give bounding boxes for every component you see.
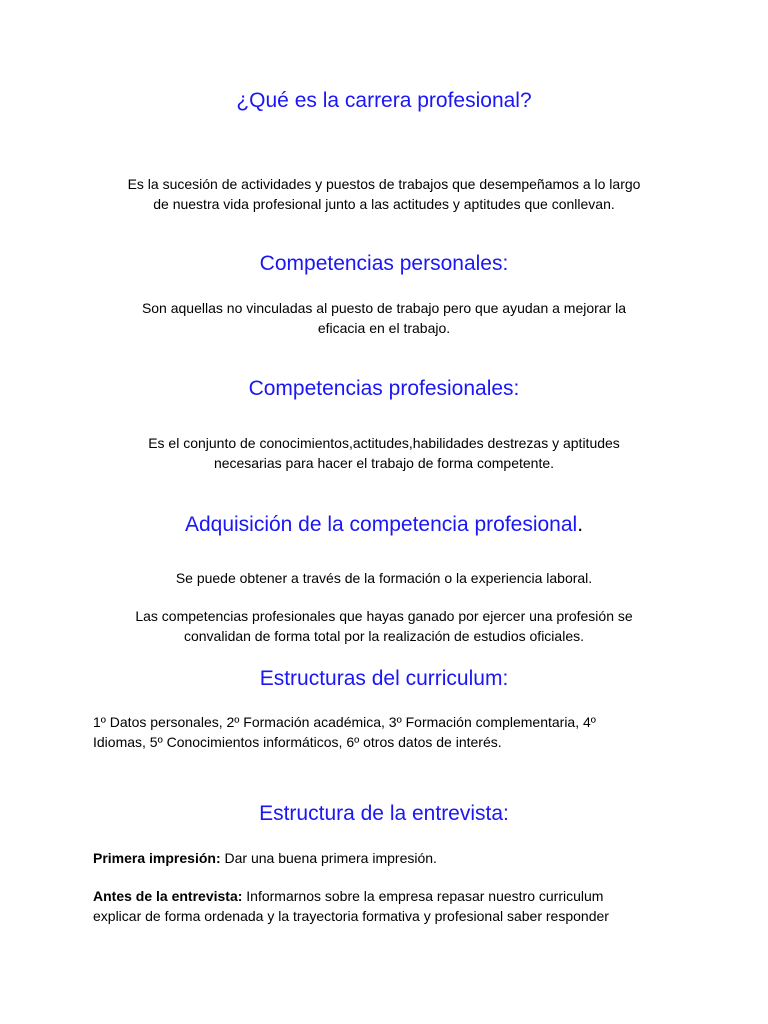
paragraph-line: Idiomas, 5º Conocimientos informáticos, 6º otros datos de interés. — [93, 734, 502, 750]
paragraph-line — [93, 848, 683, 868]
paragraph-estructuras-curriculum — [93, 712, 683, 752]
paragraph-line: convalidan de forma total por la realización de estudios oficiales. — [183, 628, 584, 644]
paragraph-line: Se puede obtener a través de la formación o la experiencia laboral. — [175, 570, 593, 586]
paragraph-adquisicion-1 — [60, 568, 708, 588]
paragraph-line: Es el conjunto de conocimientos,actitudes,habilidades destrezas y aptitudes — [148, 435, 620, 451]
entrevista-item-antes — [93, 886, 683, 926]
entrevista-item-primera-impresion — [93, 848, 683, 868]
heading-competencias-profesionales: Competencias profesionales: — [248, 377, 520, 400]
paragraph-line: necesarias para hacer el trabajo de forma competente. — [213, 455, 555, 471]
paragraph-adquisicion-2 — [60, 606, 708, 646]
paragraph-line: de nuestra vida profesional junto a las actitudes y aptitudes que conllevan. — [153, 196, 615, 212]
item-text: Informarnos sobre la empresa repasar nuestro curriculum — [242, 888, 604, 904]
paragraph-line: Es la sucesión de actividades y puestos de trabajos que desempeñamos a lo largo — [127, 176, 641, 192]
heading-carrera-profesional: ¿Qué es la carrera profesional? — [236, 89, 532, 112]
paragraph-carrera-profesional — [60, 174, 708, 214]
item-label: Primera impresión: — [93, 850, 221, 866]
item-text: Dar una buena primera impresión. — [220, 850, 437, 866]
heading-adquisicion-text: Adquisición de la competencia profesional — [184, 513, 578, 536]
paragraph-line: Las competencias profesionales que hayas ganado por ejercer una profesión se — [135, 608, 633, 624]
item-label: Antes de la entrevista: — [93, 888, 243, 904]
paragraph-line — [93, 886, 683, 906]
paragraph-line: explicar de forma ordenada y la trayectoria formativa y profesional saber responder — [93, 908, 609, 924]
heading-competencias-personales: Competencias personales: — [259, 252, 509, 275]
heading-adquisicion-period: . — [577, 513, 584, 536]
paragraph-competencias-profesionales — [60, 433, 708, 473]
paragraph-competencias-personales — [60, 298, 708, 338]
heading-adquisicion-competencia — [0, 512, 768, 538]
heading-estructura-entrevista: Estructura de la entrevista: — [259, 802, 509, 825]
paragraph-line: eficacia en el trabajo. — [317, 320, 451, 336]
heading-estructuras-curriculum: Estructuras del curriculum: — [259, 667, 509, 690]
paragraph-line: Son aquellas no vinculadas al puesto de trabajo pero que ayudan a mejorar la — [141, 300, 627, 316]
paragraph-line: 1º Datos personales, 2º Formación académica, 3º Formación complementaria, 4º — [93, 714, 596, 730]
